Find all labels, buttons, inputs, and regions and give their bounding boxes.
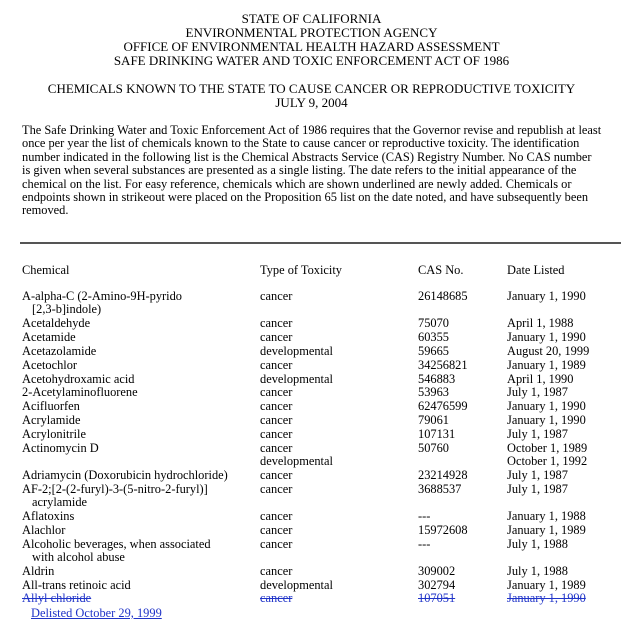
cell-cas: 15972608 (418, 523, 468, 537)
cell-cas: 107131 (418, 427, 456, 441)
cell-chemical: AF-2;[2-(2-furyl)-3-(5-nitro-2-furyl)] (22, 482, 208, 496)
cell-toxicity: cancer (260, 441, 293, 455)
cell-cas: 26148685 (418, 289, 468, 303)
cell-chemical: Acrylonitrile (22, 427, 86, 441)
cell-cas: 53963 (418, 385, 449, 399)
cell-date: July 1, 1987 (507, 468, 568, 482)
cell-date: July 1, 1987 (507, 482, 568, 496)
cell-chemical: Alachlor (22, 523, 66, 537)
cell-chemical: Acetaldehyde (22, 316, 91, 330)
cell-chemical: Aflatoxins (22, 509, 75, 523)
cell-date: July 1, 1987 (507, 427, 568, 441)
list-title: CHEMICALS KNOWN TO THE STATE TO CAUSE CANCER OR REPRODUCTIVE TOXICITY (47, 81, 576, 96)
cell-chemical: Alcoholic beverages, when associated (22, 537, 211, 551)
cell-toxicity: cancer (260, 537, 293, 551)
cell-chemical-continued: acrylamide (32, 495, 88, 509)
cell-chemical: Acetochlor (22, 358, 78, 372)
cell-date: January 1, 1990 (507, 399, 586, 413)
cell-chemical: Actinomycin D (22, 441, 99, 455)
cell-toxicity: cancer (260, 385, 293, 399)
cell-chemical: 2-Acetylaminofluorene (22, 385, 138, 399)
cell-cas: 309002 (418, 564, 456, 578)
delisted-note: Delisted October 29, 1999 (31, 606, 162, 620)
header-agency: ENVIRONMENTAL PROTECTION AGENCY (185, 25, 438, 40)
cell-toxicity: cancer (260, 330, 293, 344)
column-header-toxicity: Type of Toxicity (260, 263, 343, 277)
header-office: OFFICE OF ENVIRONMENTAL HEALTH HAZARD ASSESSMENT (123, 39, 500, 54)
cell-toxicity-second: developmental (260, 454, 333, 468)
cell-chemical: Allyl chloride (22, 591, 92, 605)
cell-toxicity: cancer (260, 413, 293, 427)
cell-chemical: A-alpha-C (2-Amino-9H-pyrido (22, 289, 183, 303)
cell-toxicity: cancer (260, 591, 293, 605)
cell-cas: 62476599 (418, 399, 468, 413)
cell-date: January 1, 1990 (507, 330, 586, 344)
cell-date: January 1, 1989 (507, 358, 586, 372)
cell-toxicity: cancer (260, 468, 293, 482)
cell-chemical: Acrylamide (22, 413, 81, 427)
cell-date: January 1, 1989 (507, 578, 586, 592)
cell-toxicity: cancer (260, 427, 293, 441)
cell-cas: 107051 (418, 591, 456, 605)
cell-toxicity: developmental (260, 578, 333, 592)
document-header (0, 12, 623, 68)
cell-date: October 1, 1989 (507, 441, 588, 455)
cell-toxicity: cancer (260, 316, 293, 330)
cell-date: January 1, 1990 (507, 591, 586, 605)
intro-paragraph: The Safe Drinking Water and Toxic Enforcement Act of 1986 requires that the Governor revise and republish at least once per year the list of chemicals known to the State to cause cancer or reproductive toxicity. The identification number indicated in the following list is the Chemical Abstracts Service (CAS) Registry Number. No CAS number is given when several substances are presented as a single listing. The date refers to the initial appearance of the chemical on the list. For easy reference, chemicals which are shown underlined are newly added. Chemicals or endpoints shown in strikeout were placed on the Proposition 65 list on the date noted, and have subsequently been removed. (22, 123, 602, 218)
cell-date: July 1, 1988 (507, 537, 568, 551)
cell-toxicity: cancer (260, 523, 293, 537)
header-rule (20, 242, 621, 244)
cell-date-second: October 1, 1992 (507, 454, 588, 468)
cell-toxicity: cancer (260, 289, 293, 303)
column-header-chemical: Chemical (22, 263, 70, 277)
cell-toxicity: cancer (260, 509, 293, 523)
cell-date: January 1, 1990 (507, 413, 586, 427)
cell-date: January 1, 1989 (507, 523, 586, 537)
cell-cas: 79061 (418, 413, 449, 427)
cell-cas: --- (418, 509, 431, 523)
cell-cas: 50760 (418, 441, 449, 455)
cell-toxicity: cancer (260, 564, 293, 578)
cell-toxicity: cancer (260, 482, 293, 496)
cell-cas: 3688537 (418, 482, 462, 496)
cell-cas: --- (418, 537, 431, 551)
cell-date: July 1, 1987 (507, 385, 568, 399)
cell-date: April 1, 1988 (507, 316, 574, 330)
cell-toxicity: cancer (260, 358, 293, 372)
cell-chemical: Adriamycin (Doxorubicin hydrochloride) (22, 468, 228, 482)
cell-date: April 1, 1990 (507, 372, 574, 386)
cell-chemical-continued: [2,3-b]indole) (32, 302, 102, 316)
cell-toxicity: cancer (260, 399, 293, 413)
cell-cas: 75070 (418, 316, 449, 330)
cell-date: July 1, 1988 (507, 564, 568, 578)
cell-cas: 59665 (418, 344, 449, 358)
cell-date: January 1, 1990 (507, 289, 586, 303)
list-date: JULY 9, 2004 (275, 95, 348, 110)
cell-cas: 302794 (418, 578, 456, 592)
cell-chemical: Acetohydroxamic acid (22, 372, 135, 386)
cell-chemical: Acetamide (22, 330, 76, 344)
cell-chemical: Acifluorfen (22, 399, 80, 413)
cell-date: August 20, 1999 (507, 344, 590, 358)
cell-toxicity: developmental (260, 344, 333, 358)
cell-cas: 60355 (418, 330, 449, 344)
header-act: SAFE DRINKING WATER AND TOXIC ENFORCEMENT ACT OF 1986 (113, 53, 510, 68)
cell-date: January 1, 1988 (507, 509, 586, 523)
cell-chemical-continued: with alcohol abuse (32, 550, 125, 564)
cell-chemical: Acetazolamide (22, 344, 97, 358)
cell-cas: 34256821 (418, 358, 468, 372)
header-state: STATE OF CALIFORNIA (241, 11, 382, 26)
cell-chemical: All-trans retinoic acid (22, 578, 131, 592)
document-title (0, 82, 623, 110)
cell-chemical: Aldrin (22, 564, 55, 578)
cell-cas: 23214928 (418, 468, 468, 482)
column-header-date: Date Listed (507, 263, 565, 277)
column-header-cas: CAS No. (418, 263, 464, 277)
cell-cas: 546883 (418, 372, 456, 386)
cell-toxicity: developmental (260, 372, 333, 386)
